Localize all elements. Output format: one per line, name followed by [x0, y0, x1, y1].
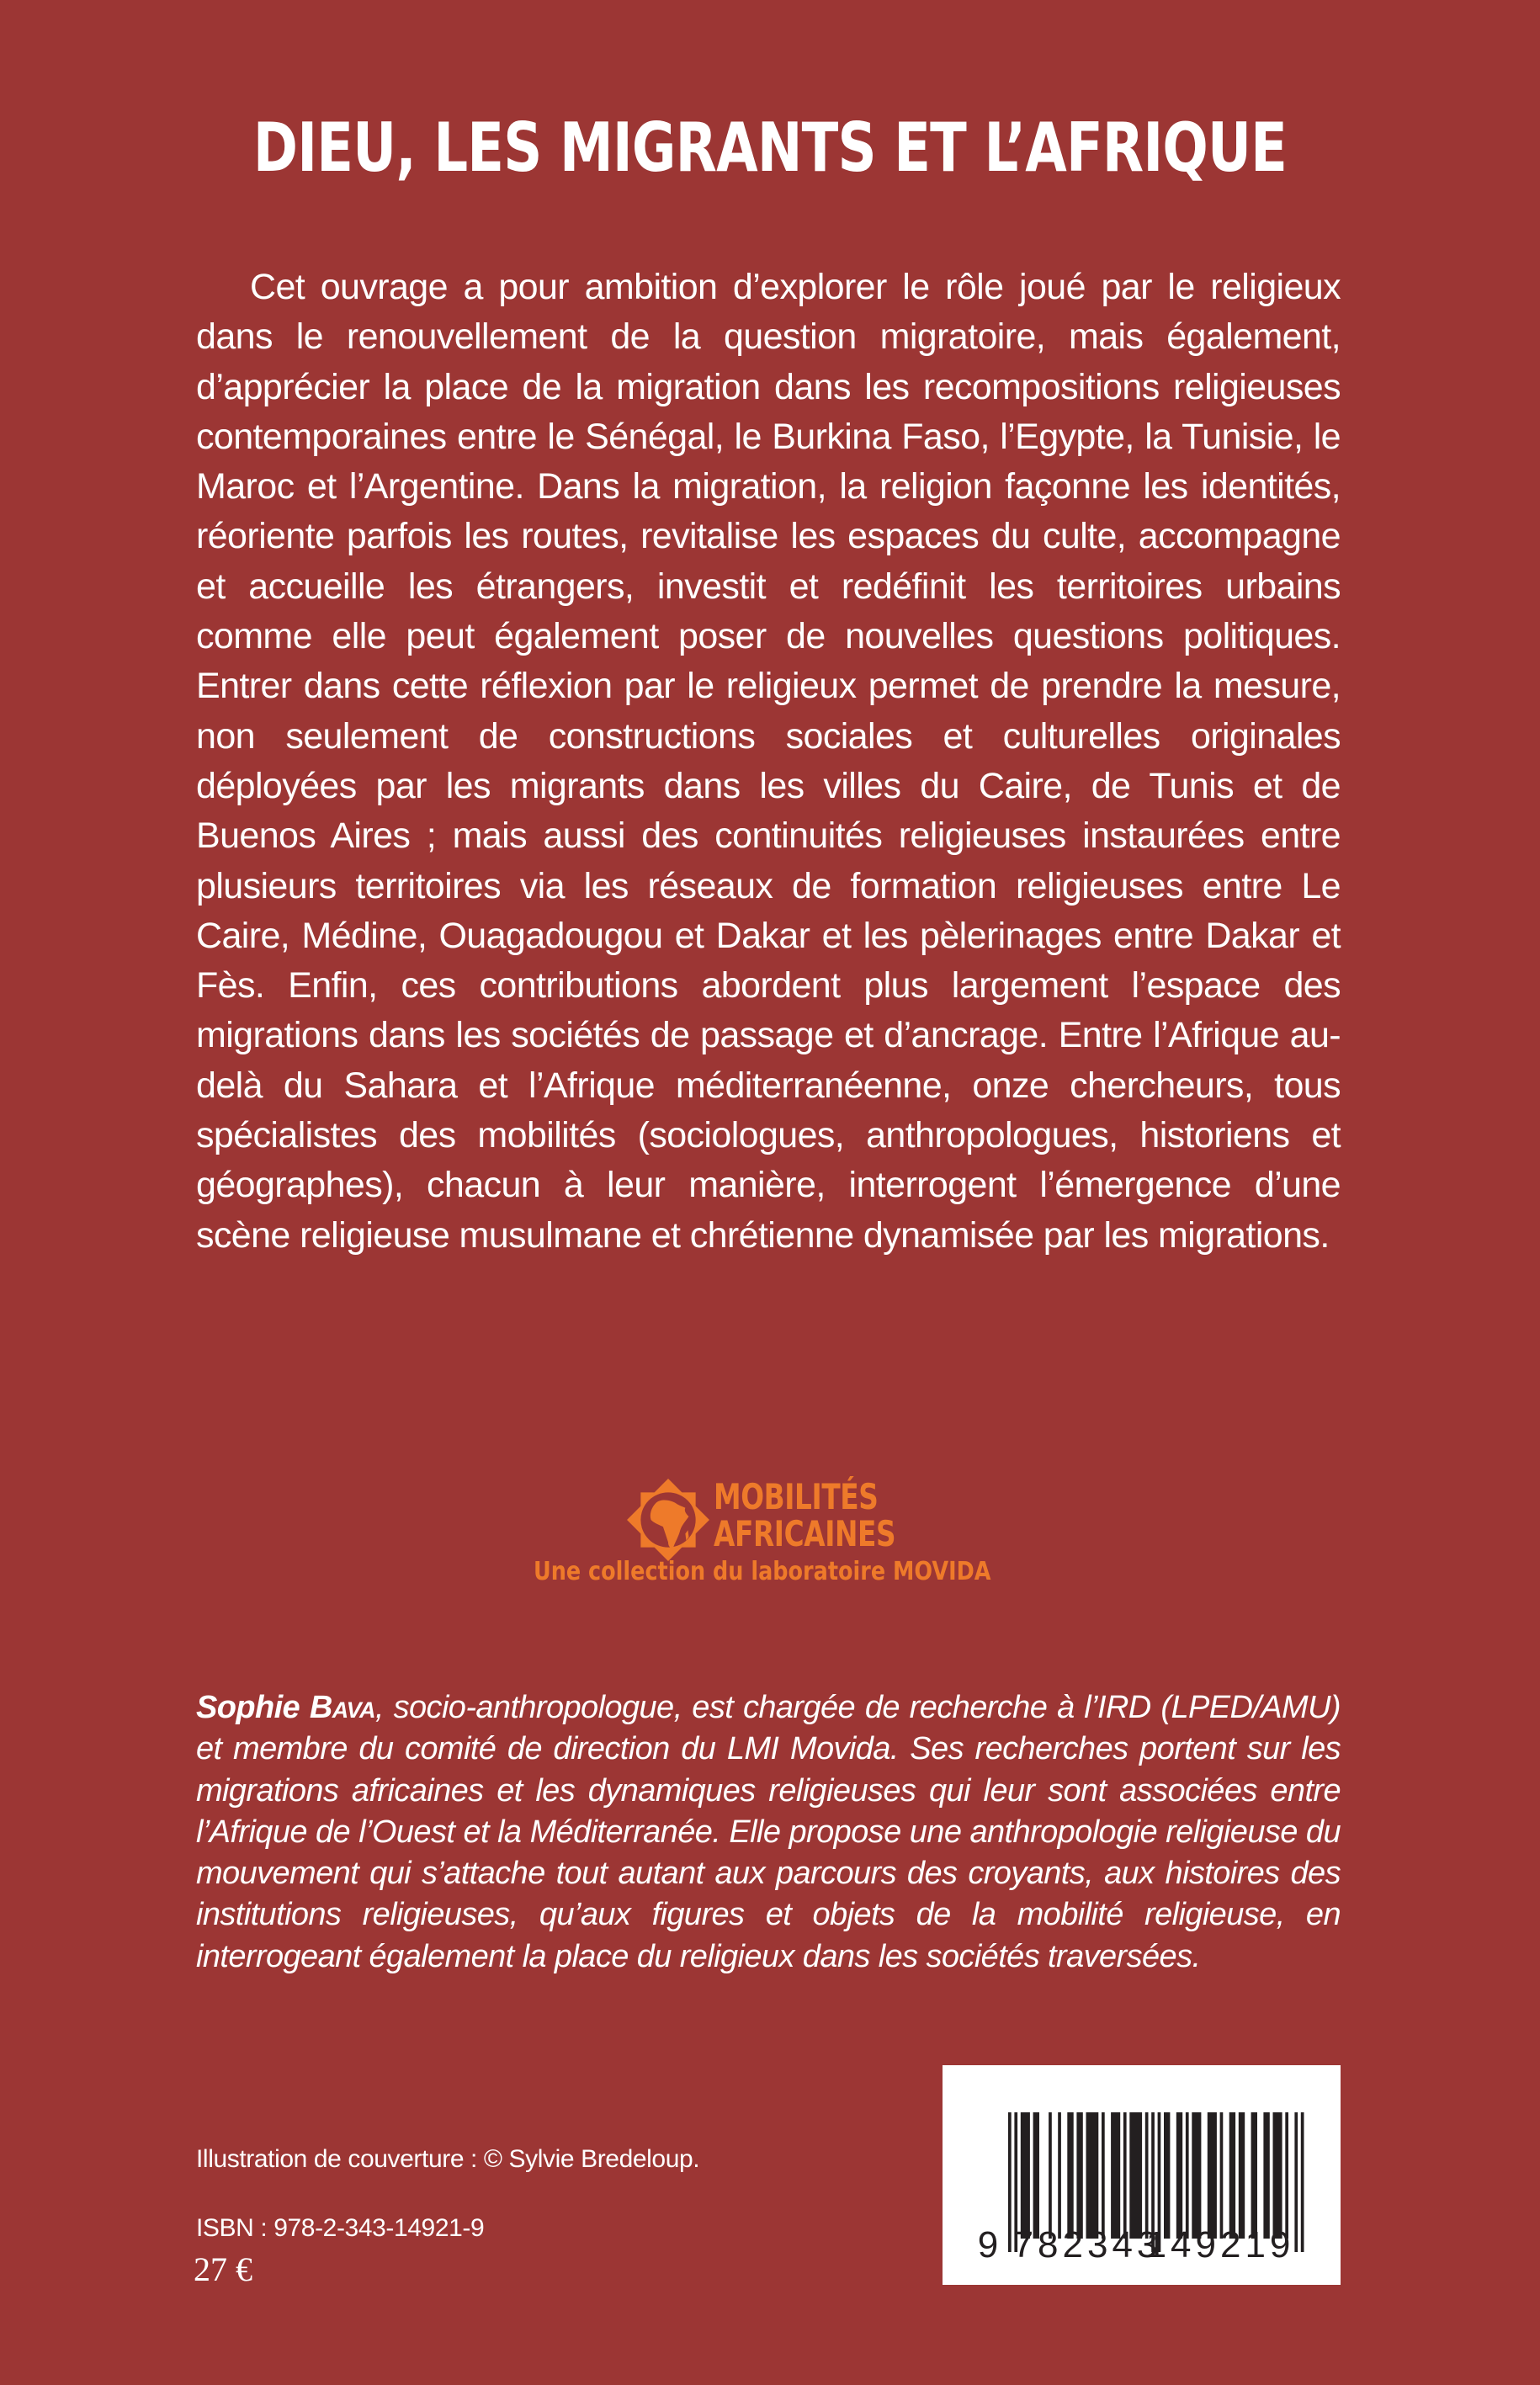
author-first-name: Sophie: [196, 1690, 300, 1725]
barcode-bar: [1076, 2112, 1082, 2239]
author-last-name: Bava: [309, 1690, 375, 1725]
author-bio-text: , socio-anthropologue, est chargée de recherche à l’IRD (LPED/AMU) et membre du comité de direction du LMI Movida. Ses recherches portent sur les migrations africaines et les dynamiques religieuses qui leur sont associées entre l’Afrique de l’Ouest et la Méditerranée. Elle propose une anthropologie religieuse du mouvement qui s’attache tout autant aux parcours des croyants, aux histoires des institutions religieuses, qu’aux figures et objets de la mobilité religieuse, en interrogeant également la place du religieux dans les sociétés traversées.: [196, 1690, 1341, 1974]
barcode-bar: [1208, 2112, 1217, 2239]
illustration-credit: Illustration de couverture : © Sylvie Bredeloup.: [196, 2145, 700, 2173]
barcode-bar: [1123, 2112, 1127, 2239]
collection-name: [714, 1476, 896, 1554]
barcode-bar: [1145, 2112, 1149, 2239]
book-summary: Cet ouvrage a pour ambition d’explorer le rôle joué par le religieux dans le renouvellement de la question migratoire, mais également, d’apprécier la place de la migration dans les recompositions religieuses contemporaines entre le Sénégal, le Burkina Faso, l’Egypte, la Tunisie, le Maroc et l’Argentine. Dans la migration, la religion façonne les identités, réoriente parfois les routes, revitalise les espaces du culte, accompagne et accueille les étrangers, investit et redéfinit les territoires urbains comme elle peut également poser de nouvelles questions politiques. Entrer dans cette réflexion par le religieux permet de prendre la mesure, non seulement de constructions sociales et culturelles originales déployées par les migrants dans les villes du Caire, de Tunis et de Buenos Aires ; mais aussi des continuités religieuses instaurées entre plusieurs territoires via les réseaux de formation religieuses entre Le Caire, Médine, Ouagadougou et Dakar et les pèlerinages entre Dakar et Fès. Enfin, ces contributions abordent plus largement l’espace des migrations dans les sociétés de passage et d’ancrage. Entre l’Afrique au-delà du Sahara et l’Afrique méditerranéenne, onze chercheurs, tous spécialistes des mobilités (sociologues, anthropologues, historiens et géographes), chacun à leur manière, interrogent l’émergence d’une scène religieuse musulmane et chrétienne dynamisée par les migrations.: [196, 267, 1341, 1256]
barcode-bar: [1129, 2112, 1142, 2239]
barcode-bar: [1176, 2112, 1182, 2239]
collection-name-line1: MOBILITÉS: [714, 1476, 879, 1517]
isbn: ISBN : 978-2-343-14921-9: [196, 2214, 485, 2242]
barcode-bar: [1058, 2112, 1061, 2239]
barcode-bar: [1229, 2112, 1235, 2239]
book-title: DIEU, LES MIGRANTS ET L’AFRIQUE: [252, 109, 1288, 187]
barcode-bar: [1285, 2112, 1288, 2239]
barcode-bar: [1021, 2112, 1030, 2239]
barcode-bar: [1164, 2112, 1170, 2239]
barcode-bar: [1220, 2112, 1224, 2239]
collection-name-line2: AFRICAINES: [714, 1513, 896, 1554]
barcode-bar: [1033, 2112, 1039, 2239]
collection-tagline: Une collection du laboratoire MOVIDA: [534, 1557, 991, 1586]
barcode-bar: [1294, 2112, 1298, 2252]
barcode-left-group: 782343: [1012, 2224, 1162, 2265]
author-bio: [196, 1687, 1341, 1978]
barcode-bar: [1186, 2112, 1189, 2239]
barcode-right-group: 149219: [1145, 2224, 1295, 2265]
barcode-bar: [1111, 2112, 1120, 2239]
barcode-bar: [1102, 2112, 1105, 2239]
africa-star-logo-icon: [625, 1477, 711, 1563]
barcode-bar: [1192, 2112, 1201, 2239]
barcode-bar: [1301, 2112, 1304, 2252]
barcode-bar: [1273, 2112, 1282, 2239]
barcode-bar: [1086, 2112, 1099, 2239]
barcode-bar: [1239, 2112, 1245, 2239]
barcode-graphic: [943, 2065, 1341, 2285]
barcode-bar: [1049, 2112, 1052, 2239]
barcode-lead-digit: 9: [977, 2224, 999, 2265]
barcode-bar: [1251, 2112, 1257, 2239]
barcode-bar: [1263, 2112, 1269, 2239]
collection-logo: [522, 1477, 1027, 1586]
barcode-bar: [1067, 2112, 1073, 2239]
price: 27 €: [194, 2250, 252, 2288]
barcode: [943, 2065, 1341, 2285]
barcode-bar: [1008, 2112, 1012, 2252]
